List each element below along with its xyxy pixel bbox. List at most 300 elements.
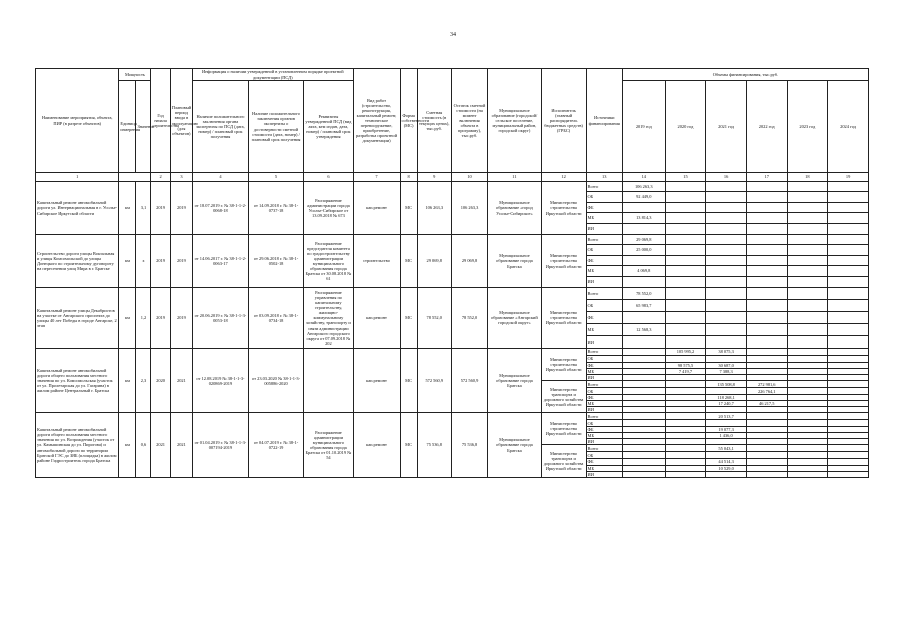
year-amount: [746, 256, 787, 266]
year-amount: [665, 256, 706, 266]
year-2019-header: 2019 год: [622, 81, 665, 173]
col-value-header: Значение: [136, 81, 151, 173]
year-amount: [706, 224, 747, 235]
psd-info-header: Информация о наличии утвержденной в установленном порядке проектной документации (ПСД): [193, 69, 353, 81]
year-amount: [746, 245, 787, 256]
year-amount: [746, 277, 787, 288]
year-amount: [665, 224, 706, 235]
col-expert-header: Наличие положительного заключения органа экспертизы по ПСД (дата, номер) / плановый срок получения: [193, 81, 249, 173]
year-amount: [746, 323, 787, 336]
year-amount: [665, 235, 706, 245]
year-amount: [622, 256, 665, 266]
year-amount: [665, 182, 706, 192]
year-amount: [828, 348, 869, 355]
year-amount: [787, 203, 828, 213]
col-num: 3: [170, 173, 192, 182]
year-amount: [787, 323, 828, 336]
year-amount: [746, 182, 787, 192]
year-amount: 12 568,3: [622, 323, 665, 336]
remaining-cost: 572 560,9: [451, 348, 487, 412]
estimated-cost: 75 536,8: [417, 413, 451, 477]
funding-source: ОБ: [586, 388, 622, 395]
psd-details: Распоряжение председателя комитета по градостроительству администрации муниципального образования города Братска от 30.08.2018 № 61: [304, 235, 353, 288]
year-amount: [787, 388, 828, 395]
year-amount: [706, 420, 747, 427]
year-amount: [706, 182, 747, 192]
year-amount: 7 388,3: [706, 368, 747, 374]
funding-source: ИИ: [586, 471, 622, 477]
year-amount: [706, 213, 747, 224]
col-num: 16: [706, 173, 747, 182]
year-amount: 10 529,0: [706, 465, 747, 471]
col-start-header: Год начала строительства: [151, 69, 170, 173]
year-amount: [746, 312, 787, 324]
funding-source: Всего: [586, 445, 622, 452]
work-type: кап.ремонт: [353, 182, 400, 235]
work-type: кап.ремонт: [353, 413, 400, 477]
funding-source: Всего: [586, 288, 622, 300]
col-num: [119, 173, 151, 182]
funding-source: ФБ: [586, 395, 622, 401]
work-type: кап.ремонт: [353, 348, 400, 412]
finance-header: Объемы финансирования, тыс.руб.: [622, 69, 868, 81]
year-amount: [828, 213, 869, 224]
year-amount: [746, 420, 787, 427]
ownership: МС: [400, 413, 417, 477]
year-amount: [746, 288, 787, 300]
year-amount: 38 075,3: [706, 348, 747, 355]
year-amount: [706, 388, 747, 395]
col-psd-header: Реквизиты утвержденной ПСД (вид акта, кем издан, дата, номер) / плановый срок утверждения: [304, 81, 353, 173]
expert-conclusion: от 12.08.2019 № 38-1-1-3-020869-2019: [193, 348, 249, 412]
year-amount: [746, 213, 787, 224]
year-amount: [746, 413, 787, 420]
year-amount: [665, 381, 706, 388]
year-amount: [706, 452, 747, 459]
year-amount: 118 268,1: [706, 395, 747, 401]
unit: км: [119, 235, 136, 288]
year-amount: [787, 235, 828, 245]
col-work-header: Вид работ (строительство, реконструкция, капитальный ремонт, техническое перевооружение, приобретение, разработка проектной документации): [353, 69, 400, 173]
psd-details: Распоряжение администрации города Усолье-Сибирское от 13.09.2018 № 673: [304, 182, 353, 235]
year-amount: 106 263,3: [622, 182, 665, 192]
funding-source: МБ: [586, 401, 622, 407]
object-name: Строительство дороги улицы Вокзальная и улицы Комсомольской до улицы Донецкого по строительному дуговороту на пересечении улиц Мира в г. Братске: [36, 235, 119, 288]
grbs: Министерство транспорта и дорожного хозяйства Иркутской области: [541, 381, 586, 413]
year-amount: [622, 452, 665, 459]
year-amount: [787, 192, 828, 203]
col-num: 9: [417, 173, 451, 182]
col-num: 1: [36, 173, 119, 182]
year-amount: [787, 245, 828, 256]
year-amount: 44 514,3: [706, 459, 747, 465]
year-amount: [787, 299, 828, 312]
year-amount: [706, 336, 747, 349]
col-num: 15: [665, 173, 706, 182]
col-owner-header: Форма собственности (МС): [400, 69, 417, 173]
expert-conclusion: от 01.04.2019 г. № 38-1-1-3-007194-2019: [193, 413, 249, 477]
year-amount: [828, 323, 869, 336]
year-amount: [665, 299, 706, 312]
year-amount: [665, 192, 706, 203]
col-num: 4: [193, 173, 249, 182]
table-row: [36, 182, 869, 192]
funding-source: Всего: [586, 348, 622, 355]
year-amount: [622, 203, 665, 213]
col-num: 7: [353, 173, 400, 182]
year-amount: [622, 336, 665, 349]
year-amount: [622, 277, 665, 288]
year-amount: [787, 266, 828, 277]
year-amount: [665, 355, 706, 362]
year-amount: [622, 471, 665, 477]
funding-source: ФБ: [586, 459, 622, 465]
year-amount: [665, 245, 706, 256]
start-year: 2021: [151, 413, 170, 477]
funding-source: ФБ: [586, 203, 622, 213]
year-amount: [665, 203, 706, 213]
year-amount: [622, 348, 665, 355]
end-year: 2019: [170, 235, 192, 288]
year-amount: 20 513,7: [706, 413, 747, 420]
year-amount: [828, 420, 869, 427]
year-amount: [828, 445, 869, 452]
start-year: 2019: [151, 288, 170, 349]
year-amount: [706, 256, 747, 266]
object-name: Капитальный ремонт автомобильной дороги общего пользования местного значения по ул. Комсомольская (участок от ул. Пролетарская до ул. Гагарина) в жилом районе Центральный г. Братска: [36, 348, 119, 412]
col-num: 17: [746, 173, 787, 182]
year-amount: 55 043,1: [706, 445, 747, 452]
estimated-cost: 572 560,9: [417, 348, 451, 412]
year-amount: 1 436,0: [706, 433, 747, 439]
year-amount: [787, 182, 828, 192]
year-amount: [746, 224, 787, 235]
year-amount: 29 069,8: [622, 235, 665, 245]
funding-source: ОБ: [586, 355, 622, 362]
capacity-value: 2,3: [136, 348, 151, 412]
year-amount: [706, 245, 747, 256]
year-amount: [746, 235, 787, 245]
estimated-cost: 106 263,3: [417, 182, 451, 235]
year-amount: [828, 336, 869, 349]
year-amount: [828, 413, 869, 420]
year-amount: [665, 445, 706, 452]
year-amount: [622, 413, 665, 420]
year-amount: [787, 445, 828, 452]
table-row: [36, 288, 869, 300]
psd-details: [304, 348, 353, 412]
year-amount: [746, 299, 787, 312]
funding-source: ОБ: [586, 299, 622, 312]
year-amount: 135 508,8: [706, 381, 747, 388]
expert-conclusion: от 18.07.2019 г. № 38-1-1-2-0068-18: [193, 182, 249, 235]
col-num: 2: [151, 173, 170, 182]
remaining-cost: 78 552,0: [451, 288, 487, 349]
year-amount: [787, 452, 828, 459]
year-amount: [828, 288, 869, 300]
year-amount: 272 981,6: [746, 381, 787, 388]
year-amount: [787, 413, 828, 420]
funding-source: ОБ: [586, 192, 622, 203]
capacity-header: Мощность: [119, 69, 151, 81]
year-amount: [665, 413, 706, 420]
funding-source: ИИ: [586, 407, 622, 413]
year-amount: [706, 288, 747, 300]
end-year: 2021: [170, 348, 192, 412]
estimated-cost: 29 069,8: [417, 235, 451, 288]
funding-source: МБ: [586, 266, 622, 277]
year-amount: [787, 213, 828, 224]
year-amount: [706, 192, 747, 203]
funding-source: ИИ: [586, 336, 622, 349]
end-year: 2019: [170, 182, 192, 235]
year-amount: [622, 224, 665, 235]
year-amount: [622, 388, 665, 395]
year-amount: 7 419,7: [665, 368, 706, 374]
funding-source: ИИ: [586, 375, 622, 381]
page-number: 34: [450, 32, 456, 38]
col-num: 18: [787, 173, 828, 182]
year-2020-header: 2020 год: [665, 81, 706, 173]
expert-conclusion: от 20.06.2019 г. № 38-1-1-3-0053-18: [193, 288, 249, 349]
year-amount: [828, 203, 869, 213]
header-row-1: [36, 69, 869, 81]
year-amount: [828, 235, 869, 245]
table-row: [36, 413, 869, 420]
cost-expert-conclusion: от 04.07.2019 г. № 38-1-0722-19: [248, 413, 304, 477]
year-amount: 65 983,7: [622, 299, 665, 312]
year-amount: [828, 299, 869, 312]
capacity-value: 0,6: [136, 413, 151, 477]
grbs: Министерство строительства Иркутской области: [541, 182, 586, 235]
year-amount: [746, 203, 787, 213]
work-type: строительство: [353, 235, 400, 288]
work-type: кап.ремонт: [353, 288, 400, 349]
year-amount: 17 240,7: [706, 401, 747, 407]
col-unit-header: Единица измерения: [119, 81, 136, 173]
year-amount: [665, 323, 706, 336]
year-amount: [787, 224, 828, 235]
municipality: Муниципальное образование города Братска: [488, 348, 541, 412]
remaining-cost: 106 263,3: [451, 182, 487, 235]
psd-details: Распоряжение управления по капитальному строительству, жилищно-коммунальному хозяйству, транспорту и связи администрации Ангарского городского округа от 07.09.2018 № 202: [304, 288, 353, 349]
year-amount: [828, 312, 869, 324]
funding-source: ИИ: [586, 224, 622, 235]
year-amount: [787, 336, 828, 349]
funding-source: ФБ: [586, 312, 622, 324]
year-amount: [787, 256, 828, 266]
col-source-header: Источники финансирования: [586, 69, 622, 173]
ownership: МС: [400, 235, 417, 288]
funding-source: ФБ: [586, 362, 622, 368]
year-amount: 226 764,1: [746, 388, 787, 395]
col-num: 13: [586, 173, 622, 182]
funding-source: ФБ: [586, 256, 622, 266]
municipality: Муниципальное образование города Братска: [488, 235, 541, 288]
funding-source: ОБ: [586, 245, 622, 256]
col-cost-expert-header: Наличие положительного заключения органов экспертизы о достоверности сметной стоимости (дата, номер) / плановый срок получения: [248, 81, 304, 173]
year-amount: [622, 312, 665, 324]
col-num: 6: [304, 173, 353, 182]
year-amount: [828, 277, 869, 288]
year-amount: [746, 336, 787, 349]
remaining-cost: 75 536,8: [451, 413, 487, 477]
year-amount: [706, 312, 747, 324]
col-name-header: Наименование мероприятия, объекта, ПИР (в разрезе объектов): [36, 69, 119, 173]
estimated-cost: 78 552,0: [417, 288, 451, 349]
funding-source: ИИ: [586, 439, 622, 445]
municipality: Муниципальное образование «город Усолье-Сибирское»: [488, 182, 541, 235]
funding-source: МБ: [586, 368, 622, 374]
year-amount: [746, 471, 787, 477]
table-row: [36, 235, 869, 245]
col-num: 5: [248, 173, 304, 182]
grbs: Министерство строительства Иркутской области: [541, 413, 586, 445]
year-amount: 25 000,0: [622, 245, 665, 256]
year-amount: [706, 323, 747, 336]
year-amount: [746, 452, 787, 459]
municipality: Муниципальное образование «Ангарский городской округ»: [488, 288, 541, 349]
object-name: Капитальный ремонт автомобильной дороги ул. Интернациональная в г. Усолье-Сибирское Иркутской области: [36, 182, 119, 235]
year-amount: [746, 192, 787, 203]
grbs: Министерство строительства Иркутской области: [541, 288, 586, 349]
start-year: 2019: [151, 235, 170, 288]
year-2024-header: 2024 год: [828, 81, 869, 173]
col-num: 14: [622, 173, 665, 182]
year-amount: [787, 277, 828, 288]
start-year: 2020: [151, 348, 170, 412]
year-amount: [787, 420, 828, 427]
capacity-value: х: [136, 235, 151, 288]
funding-source: Всего: [586, 413, 622, 420]
remaining-cost: 29 069,8: [451, 235, 487, 288]
funding-source: ИИ: [586, 277, 622, 288]
year-amount: [828, 245, 869, 256]
year-amount: 19 077,3: [706, 427, 747, 433]
year-amount: [706, 203, 747, 213]
year-amount: [665, 420, 706, 427]
year-amount: 92 449,0: [622, 192, 665, 203]
grbs: Министерство строительства Иркутской области: [541, 235, 586, 288]
year-amount: [706, 235, 747, 245]
col-num: 19: [828, 173, 869, 182]
year-amount: [828, 388, 869, 395]
unit: км: [119, 288, 136, 349]
year-amount: 46 217,5: [746, 401, 787, 407]
year-amount: [665, 213, 706, 224]
year-amount: [665, 388, 706, 395]
year-amount: 30 687,0: [706, 362, 747, 368]
year-amount: 105 995,2: [665, 348, 706, 355]
year-amount: 4 069,8: [622, 266, 665, 277]
col-mo-header: Муниципальное образование (городской/сельское поселение, муниципальный район, городской округ): [488, 69, 541, 173]
year-amount: [665, 336, 706, 349]
column-number-row: [36, 173, 869, 182]
funding-source: МБ: [586, 323, 622, 336]
cost-expert-conclusion: от 29.06.2018 г. № 38-1-0502-18: [248, 235, 304, 288]
year-2021-header: 2021 год: [706, 81, 747, 173]
cost-expert-conclusion: от 14.09.2018 г. № 38-1-0737-18: [248, 182, 304, 235]
year-amount: [828, 192, 869, 203]
capacity-value: 1,2: [136, 288, 151, 349]
year-amount: [706, 266, 747, 277]
col-num: 8: [400, 173, 417, 182]
col-num: 10: [451, 173, 487, 182]
year-amount: [828, 471, 869, 477]
funding-source: Всего: [586, 381, 622, 388]
year-amount: 98 575,5: [665, 362, 706, 368]
year-amount: [787, 471, 828, 477]
year-amount: [828, 224, 869, 235]
year-amount: [706, 355, 747, 362]
end-year: 2021: [170, 413, 192, 477]
year-amount: [746, 355, 787, 362]
unit: км: [119, 182, 136, 235]
year-amount: [665, 452, 706, 459]
ownership: МС: [400, 348, 417, 412]
year-amount: [665, 312, 706, 324]
year-amount: [787, 381, 828, 388]
end-year: 2019: [170, 288, 192, 349]
col-num: 12: [541, 173, 586, 182]
grbs: Министерство транспорта и дорожного хозяйства Иркутской области: [541, 445, 586, 477]
year-2022-header: 2022 год: [746, 81, 787, 173]
ownership: МС: [400, 288, 417, 349]
grbs: Министерство строительства Иркутской области: [541, 348, 586, 380]
cost-expert-conclusion: от 03.09.2018 г. № 38-1-0734-18: [248, 288, 304, 349]
start-year: 2019: [151, 182, 170, 235]
psd-details: Распоряжение администрации муниципального образования города Братска от 01.10.2019 № 54: [304, 413, 353, 477]
year-2023-header: 2023 год: [787, 81, 828, 173]
object-name: Капитальный ремонт улицы Декабристов на участке от Ангарского проспекта до улицы 40 лет Победы в городе Ангарске, 2 этап: [36, 288, 119, 349]
year-amount: [787, 288, 828, 300]
year-amount: [665, 288, 706, 300]
year-amount: [665, 266, 706, 277]
year-amount: [787, 355, 828, 362]
col-rest-header: Остаток сметной стоимости (на момент включения объекта в программу), тыс.руб.: [451, 69, 487, 173]
year-amount: [828, 256, 869, 266]
unit: км: [119, 348, 136, 412]
funding-source: ФБ: [586, 427, 622, 433]
year-amount: [622, 445, 665, 452]
funding-source: ОБ: [586, 420, 622, 427]
ownership: МС: [400, 182, 417, 235]
funding-source: МБ: [586, 213, 622, 224]
funding-source: ОБ: [586, 452, 622, 459]
expert-conclusion: от 14.06.2017 г. № 38-1-1-2-0063-17: [193, 235, 249, 288]
year-amount: [828, 452, 869, 459]
year-amount: [828, 381, 869, 388]
cost-expert-conclusion: от 23.03.2020 № 38-1-1-3-005886-2020: [248, 348, 304, 412]
funding-source: МБ: [586, 433, 622, 439]
col-cost-header: Сметная стоимость (в текущих ценах), тыс.руб.: [417, 69, 451, 173]
year-amount: [746, 348, 787, 355]
year-amount: [706, 277, 747, 288]
year-amount: [828, 355, 869, 362]
capacity-value: 3,1: [136, 182, 151, 235]
year-amount: [746, 266, 787, 277]
year-amount: [622, 420, 665, 427]
col-end-header: Плановый период ввода в эксплуатацию (для объектов): [170, 69, 192, 173]
investment-table: [35, 68, 869, 478]
year-amount: 13 814,3: [622, 213, 665, 224]
table-row: [36, 348, 869, 355]
year-amount: [622, 355, 665, 362]
year-amount: [746, 445, 787, 452]
object-name: Капитальный ремонт автомобильной дороги общего пользования местного значения по ул. Возрождения (участок от ул. Камышинская до ул. Пирогова) и автомобильной дороги по территории Братской ГЭС до ЗЯБ (площадка) в жилом районе Гидростроитель города Братска: [36, 413, 119, 477]
col-num: 11: [488, 173, 541, 182]
year-amount: [787, 348, 828, 355]
